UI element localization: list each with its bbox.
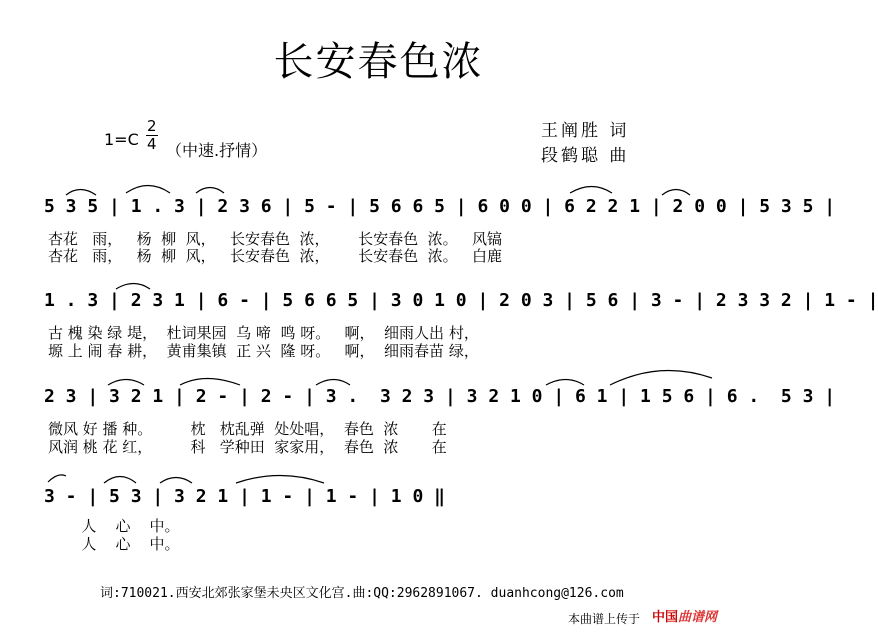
slur-mark — [546, 380, 584, 386]
notation-line-1: 5 3 5 | 1 . 3 | 2 3 6 | 5 - | 5 6 6 5 | 6 0 0 | 6 2 2 1 | 2 0 0 | 5 3 5 | — [44, 196, 836, 217]
lyrics-line-4-verse-2: 人 心 中。 — [48, 535, 180, 553]
lyrics-line-3-verse-1: 微风 好 播 种。 枕 枕乱弹 处处唱， 春色 浓 在 — [48, 420, 447, 438]
lyricist-credit: 王阐胜 词 — [541, 121, 630, 141]
upload-notice: 本曲谱上传于 — [568, 612, 641, 626]
logo-main-text: 中国 — [652, 610, 679, 625]
slur-mark — [104, 477, 136, 484]
slur-mark — [570, 187, 612, 194]
slur-mark — [610, 370, 712, 385]
lyrics-line-4-verse-1: 人 心 中。 — [48, 517, 180, 535]
slur-mark — [316, 380, 350, 386]
slur-mark — [66, 190, 96, 196]
lyrics-line-1-verse-1: 杏花 雨， 杨 柳 风， 长安春色 浓， 长安春色 浓。 风镐 — [48, 230, 502, 248]
time-signature-bottom: 4 — [147, 135, 157, 153]
lyrics-line-1-verse-2: 杏花 雨， 杨 柳 风， 长安春色 浓， 长安春色 浓。 白鹿 — [48, 247, 502, 265]
slur-mark — [160, 478, 192, 484]
slur-mark — [126, 186, 170, 194]
composer-credit: 段鹤聪 曲 — [541, 146, 630, 166]
slur-mark — [180, 379, 240, 386]
site-logo — [652, 606, 717, 625]
slur-mark — [236, 476, 324, 484]
slur-mark — [108, 380, 144, 386]
time-signature-top: 2 — [147, 117, 157, 135]
slur-mark — [662, 190, 690, 196]
page-title: 长安春色浓 — [273, 39, 484, 85]
notation-line-3: 2 3 | 3 2 1 | 2 - | 2 - | 3 . 3 2 3 | 3 2 1 0 | 6 1 | 1 5 6 | 6 . 5 3 | — [44, 386, 836, 407]
key-signature: 1=C — [104, 130, 139, 149]
slur-mark — [48, 475, 66, 482]
notation-line-4: 3 - | 5 3 | 3 2 1 | 1 - | 1 - | 1 0 ‖ — [44, 486, 445, 507]
lyrics-line-3-verse-2: 风润 桃 花 红， 科 学种田 家家用， 春色 浓 在 — [48, 438, 447, 456]
footer-contact: 词:710021.西安北郊张家堡未央区文化宫.曲:QQ:2962891067. duanhcong@126.com — [100, 586, 624, 601]
slur-mark — [196, 188, 224, 194]
tempo-marking: （中速.抒情） — [166, 141, 268, 160]
lyrics-line-2-verse-2: 塬 上 闹 春 耕， 黄甫集镇 正 兴 隆 呀。 啊， 细雨春苗 绿， — [48, 342, 479, 360]
slur-mark — [116, 284, 150, 290]
logo-accent-text: 曲谱网 — [678, 610, 718, 625]
notation-line-2: 1 . 3 | 2 3 1 | 6 - | 5 6 6 5 | 3 0 1 0 | 2 0 3 | 5 6 | 3 - | 2 3 3 2 | 1 - | — [44, 290, 878, 311]
lyrics-line-2-verse-1: 古 槐 染 绿 堤， 杜词果园 乌 啼 鸣 呀。 啊， 细雨人出 村， — [48, 324, 479, 342]
